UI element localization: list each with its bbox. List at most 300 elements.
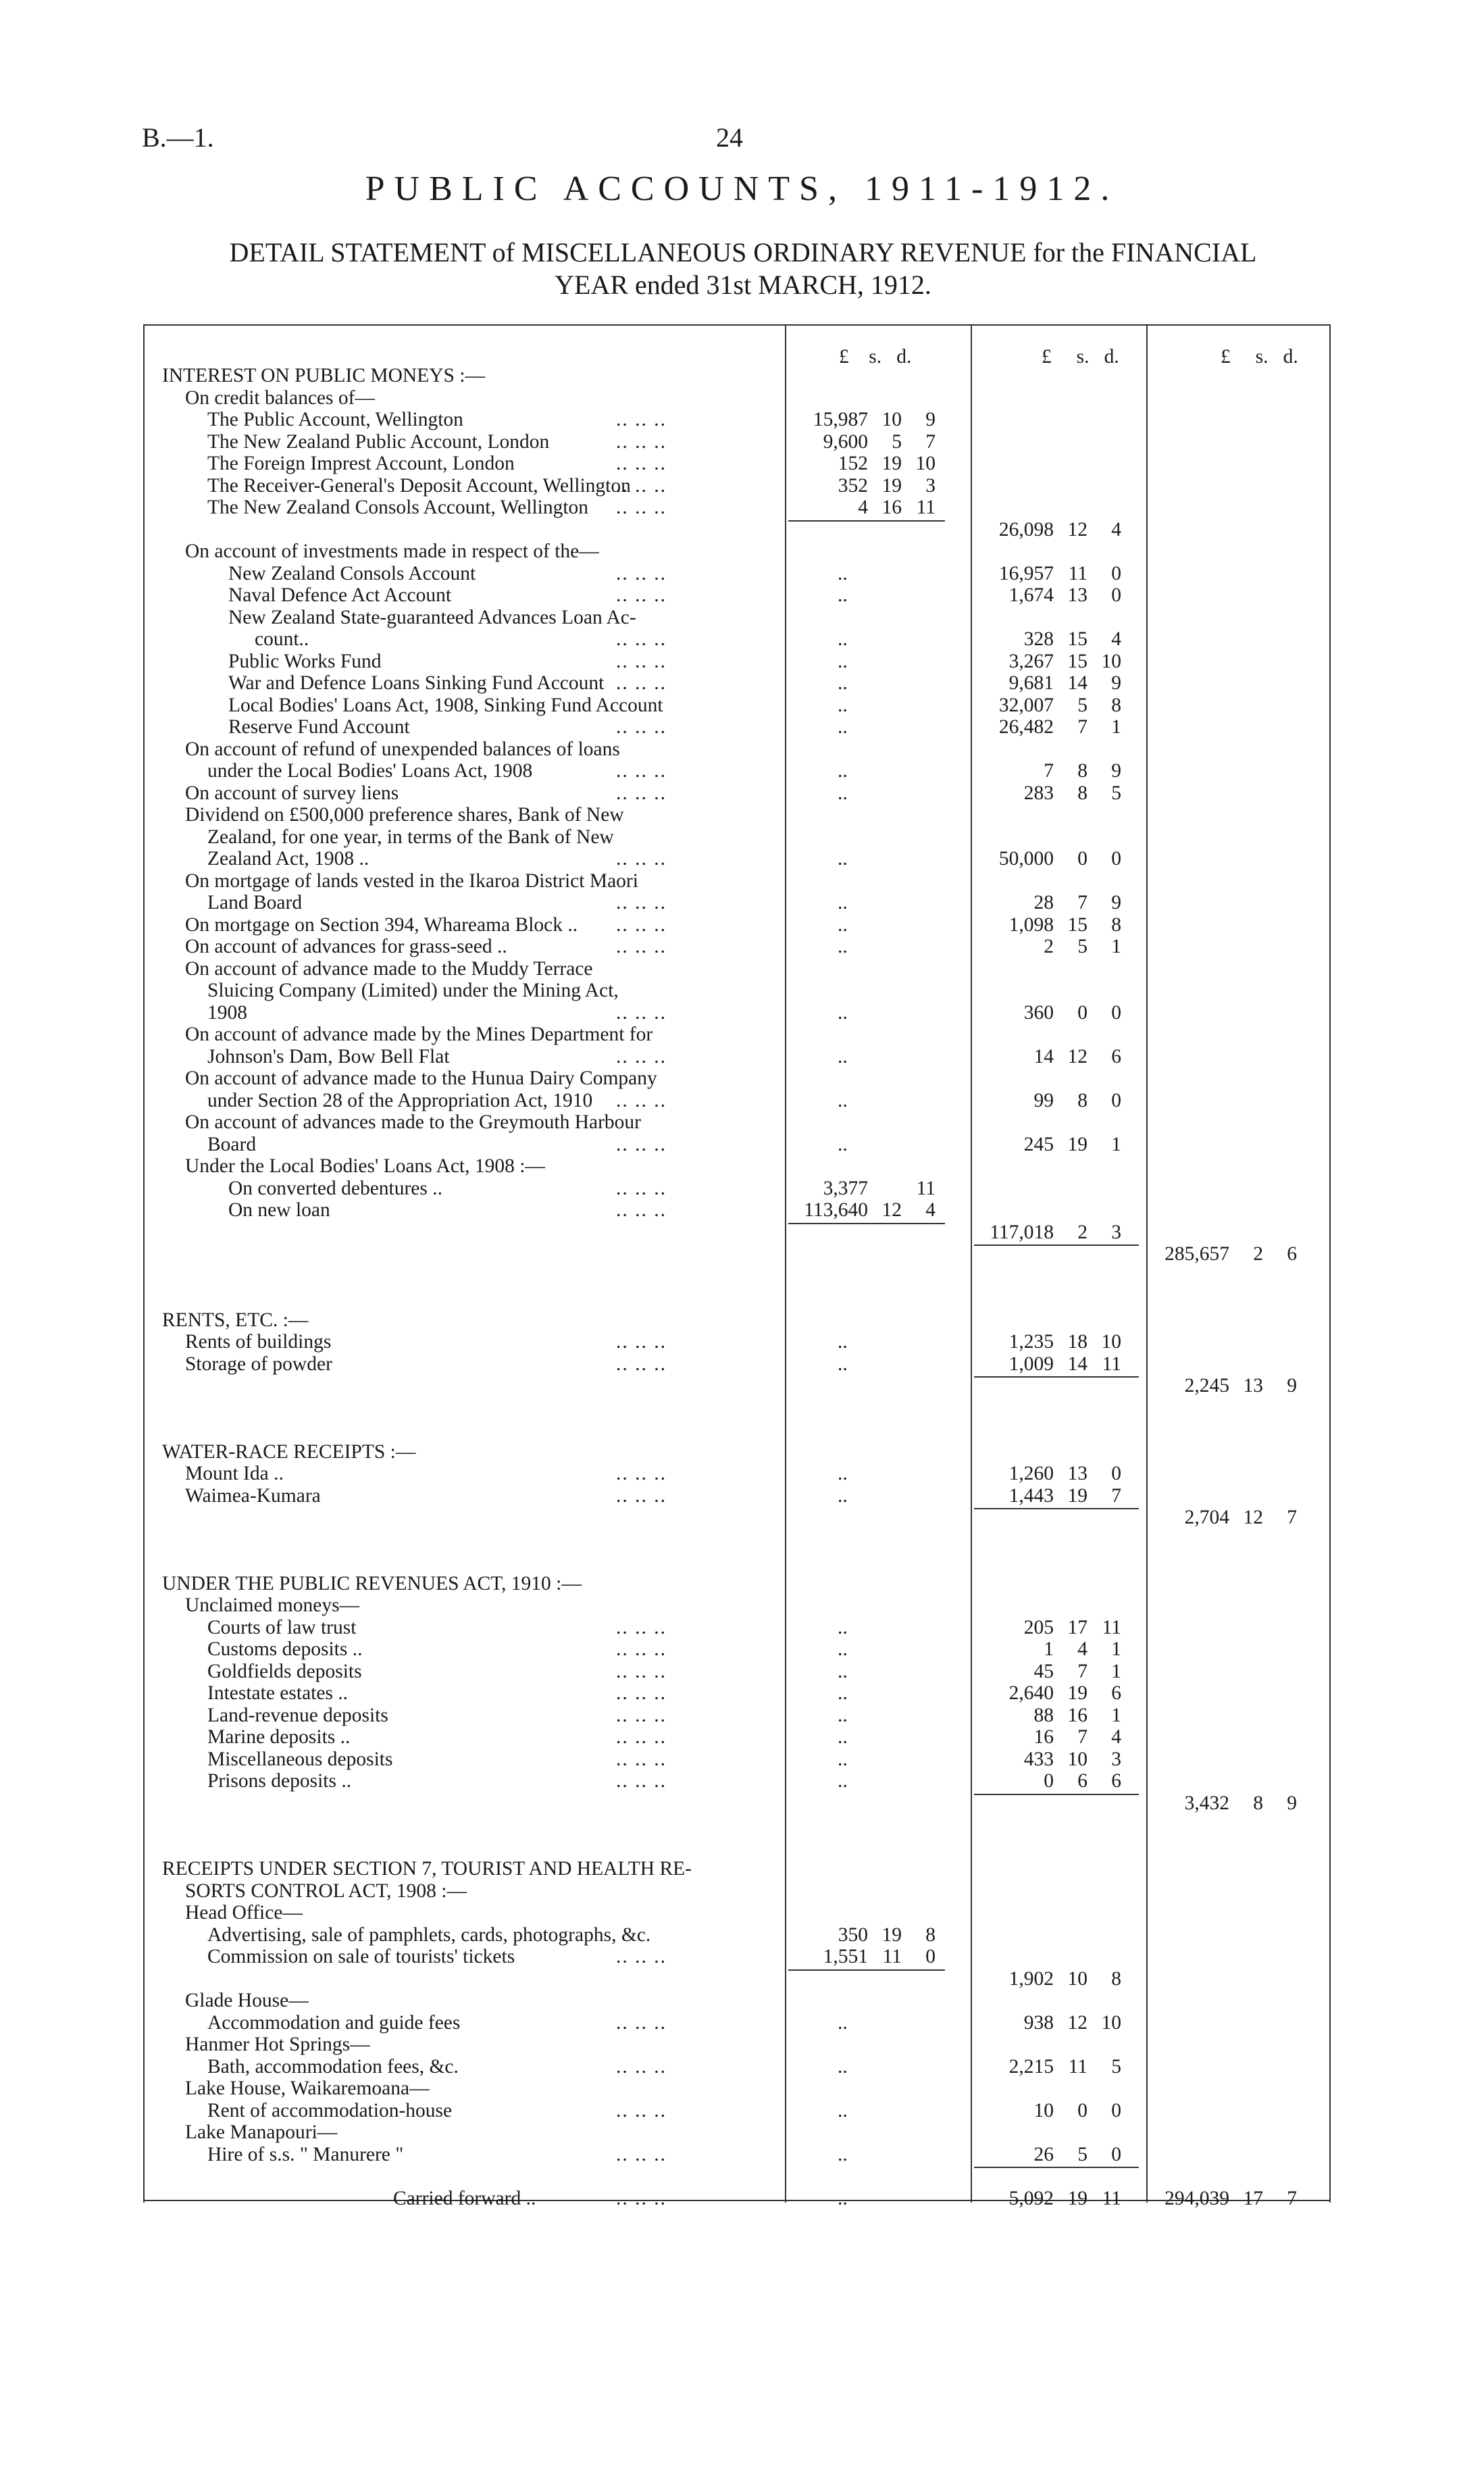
table-row: [143, 1814, 1331, 1836]
table-row: [143, 738, 1331, 760]
table-row: [143, 1419, 1331, 1440]
row-label: Board: [207, 1133, 257, 1155]
ditto-dots: ..: [838, 1726, 848, 1748]
table-row: [143, 1968, 1331, 1990]
table-row: [143, 1243, 1331, 1265]
table-row: [143, 804, 1331, 826]
row-label: Intestate estates ..: [207, 1682, 349, 1704]
table-row: [143, 1661, 1331, 1682]
amount-col2: [974, 1638, 1136, 1660]
amount-col3-shillings: 17: [1243, 2187, 1263, 2209]
amount-col2-pounds: 1,443: [1008, 1484, 1054, 1507]
amount-col3-shillings: 2: [1253, 1243, 1263, 1265]
amount-col2: [974, 651, 1136, 672]
ditto-dots: ..: [838, 2099, 848, 2121]
row-label: INTEREST ON PUBLIC MONEYS :—: [162, 365, 486, 386]
amount-col2-pounds: 1,260: [1008, 1463, 1054, 1484]
ditto-dots: ..: [838, 2143, 848, 2165]
amount-col3-pence: 9: [1287, 1375, 1297, 1396]
row-label: Zealand Act, 1908 ..: [207, 848, 369, 870]
amount-col2-pence: 0: [1111, 1089, 1121, 1111]
statement-subtitle: [135, 236, 1351, 301]
amount-col2: [974, 1661, 1136, 1682]
amount-col3-pounds: 294,039: [1165, 2187, 1229, 2209]
row-label: Local Bodies' Loans Act, 1908, Sinking Fund Account: [228, 694, 663, 716]
amount-col2: [974, 1705, 1136, 1726]
amount-col2-shillings: 4: [1077, 1638, 1088, 1660]
col1-shilling-heading: s.: [869, 346, 882, 368]
row-label: RENTS, ETC. :—: [162, 1309, 309, 1331]
amount-col2-pounds: 1,098: [1008, 913, 1054, 936]
amount-col2-pence: 0: [1111, 1001, 1121, 1024]
leader-dots: .. .. ..: [616, 1199, 667, 1221]
table-row: [143, 497, 1331, 518]
row-label: RECEIPTS UNDER SECTION 7, TOURIST AND HEALTH RE-: [162, 1858, 692, 1880]
row-label: Public Works Fund: [228, 650, 382, 672]
amount-col3: [1150, 1792, 1325, 1814]
table-row: [143, 1353, 1331, 1375]
amount-col2-shillings: 5: [1077, 694, 1088, 716]
amount-col2-shillings: 5: [1077, 936, 1088, 957]
amount-col2-pounds: 9,681: [1008, 672, 1054, 694]
leader-dots: .. .. ..: [616, 1638, 667, 1660]
table-row: [143, 1726, 1331, 1748]
ditto-dots: ..: [838, 1616, 848, 1638]
ditto-dots: ..: [838, 1660, 848, 1682]
table-row: [143, 1946, 1331, 1967]
row-label: Carried forward ..: [393, 2187, 536, 2209]
amount-col2-shillings: 19: [1067, 2187, 1088, 2209]
table-row: [143, 2034, 1331, 2055]
amount-col2: [974, 782, 1136, 804]
amount-col2-shillings: 2: [1077, 1221, 1088, 1243]
table-row: [143, 2165, 1331, 2187]
table-row: [143, 409, 1331, 430]
amount-col1-pence: 11: [916, 1177, 936, 1199]
row-label: Goldfields deposits: [207, 1660, 362, 1682]
table-row: [143, 695, 1331, 716]
amount-col2-pounds: 1: [1044, 1638, 1054, 1660]
amount-col2-pounds: 2: [1044, 936, 1054, 957]
amount-col2-shillings: 7: [1077, 1660, 1088, 1682]
ditto-dots: ..: [838, 650, 848, 672]
amount-col1-shillings: 19: [881, 453, 902, 474]
amount-col2-shillings: 18: [1067, 1331, 1088, 1353]
ditto-dots: ..: [838, 913, 848, 936]
amount-col3-pounds: 2,704: [1184, 1507, 1229, 1528]
leader-dots: .. .. ..: [616, 716, 667, 738]
table-row: [143, 914, 1331, 936]
amount-col2-pounds: 32,007: [998, 694, 1054, 716]
amount-col1-pence: 10: [915, 453, 936, 474]
table-row: [143, 1858, 1331, 1880]
row-label: Land Board: [207, 892, 303, 913]
col3-pence-heading: d.: [1283, 346, 1298, 368]
ditto-dots: ..: [838, 2055, 848, 2078]
amount-col2-shillings: 13: [1067, 1463, 1088, 1484]
amount-col2: [974, 2188, 1136, 2209]
amount-col2: [974, 848, 1136, 870]
row-label: WATER-RACE RECEIPTS :—: [162, 1440, 416, 1463]
table-row: [143, 2121, 1331, 2143]
amount-col2-pence: 0: [1111, 848, 1121, 870]
amount-col2-pounds: 205: [1023, 1616, 1054, 1638]
table-row: [143, 1090, 1331, 1111]
table-row: [143, 1463, 1331, 1484]
amount-col1-pence: 11: [916, 497, 936, 518]
table-row: [143, 475, 1331, 497]
amount-col2-shillings: 15: [1067, 650, 1088, 672]
ditto-dots: ..: [838, 1748, 848, 1770]
amount-col2-shillings: 11: [1068, 2055, 1088, 2078]
amount-col1: [788, 475, 944, 497]
amount-col2: [974, 1331, 1136, 1353]
table-row: [143, 958, 1331, 980]
amount-col2-pence: 6: [1111, 1770, 1121, 1792]
leader-dots: .. .. ..: [616, 1463, 667, 1484]
row-label: Hanmer Hot Springs—: [185, 2034, 370, 2055]
amount-col2: [974, 914, 1136, 936]
ditto-dots: ..: [838, 628, 848, 650]
row-label: 1908: [207, 1001, 247, 1024]
table-row: [143, 1792, 1331, 1814]
ditto-dots: ..: [838, 1682, 848, 1704]
row-label: On mortgage of lands vested in the Ikaroa District Maori: [185, 870, 638, 892]
table-row: [143, 1287, 1331, 1309]
table-row: [143, 453, 1331, 474]
amount-col1: [788, 431, 944, 453]
amount-col2-shillings: 0: [1077, 2099, 1088, 2121]
amount-col2-pounds: 7: [1044, 760, 1054, 782]
row-label: Courts of law trust: [207, 1616, 357, 1638]
leader-dots: .. .. ..: [616, 584, 667, 606]
amount-col1-pounds: 3,377: [823, 1177, 868, 1199]
leader-dots: .. .. ..: [616, 892, 667, 913]
table-row: [143, 1507, 1331, 1528]
leader-dots: .. .. ..: [616, 1726, 667, 1748]
amount-col2-shillings: 10: [1067, 1967, 1088, 1990]
leader-dots: .. .. ..: [616, 650, 667, 672]
amount-col1-shillings: 5: [892, 430, 902, 453]
leader-dots: .. .. ..: [616, 1660, 667, 1682]
row-label: Johnson's Dam, Bow Bell Flat: [207, 1045, 450, 1067]
table-row: [143, 1199, 1331, 1221]
amount-col2-pence: 4: [1111, 628, 1121, 650]
leader-dots: .. .. ..: [616, 1133, 667, 1155]
table-row: [143, 1309, 1331, 1331]
amount-col2-pounds: 2,640: [1008, 1682, 1054, 1704]
amount-col2: [974, 2144, 1136, 2165]
amount-col2-pence: 1: [1111, 1638, 1121, 1660]
amount-col2-pounds: 26,098: [998, 518, 1054, 540]
table-row: [143, 936, 1331, 957]
amount-col2-pence: 8: [1111, 694, 1121, 716]
leader-dots: .. .. ..: [616, 1089, 667, 1111]
amount-col3-pence: 7: [1287, 1507, 1297, 1528]
leader-dots: .. .. ..: [616, 913, 667, 936]
ditto-dots: ..: [838, 1089, 848, 1111]
amount-col2: [974, 1485, 1136, 1507]
col3-shilling-heading: s.: [1255, 346, 1269, 368]
amount-col2-pounds: 1,674: [1008, 584, 1054, 606]
amount-col2: [974, 695, 1136, 716]
row-label: The New Zealand Public Account, London: [207, 430, 550, 453]
row-label: Reserve Fund Account: [228, 716, 410, 738]
ditto-dots: ..: [838, 562, 848, 584]
amount-col2-pounds: 26,482: [998, 716, 1054, 738]
table-row: [143, 1617, 1331, 1638]
table-row: [143, 1924, 1331, 1946]
row-label: On account of advances for grass-seed ..: [185, 936, 507, 957]
amount-col2-shillings: 8: [1077, 782, 1088, 804]
row-label: Marine deposits ..: [207, 1726, 351, 1748]
leader-dots: .. .. ..: [616, 474, 667, 497]
table-row: [143, 1573, 1331, 1594]
amount-col2: [974, 716, 1136, 738]
ditto-dots: ..: [838, 782, 848, 804]
amount-col2-pence: 6: [1111, 1045, 1121, 1067]
row-label: On account of advances made to the Greymouth Harbour: [185, 1111, 641, 1133]
amount-col2-pence: 0: [1111, 2099, 1121, 2121]
table-row: [143, 892, 1331, 913]
amount-col2: [974, 584, 1136, 606]
table-row: [143, 1111, 1331, 1133]
ditto-dots: ..: [838, 760, 848, 782]
page-title: PUBLIC ACCOUNTS, 1911-1912.: [365, 170, 1119, 208]
table-row: [143, 1836, 1331, 1858]
col2-pence-heading: d.: [1104, 346, 1119, 368]
row-label: Advertising, sale of pamphlets, cards, photographs, &c.: [207, 1923, 651, 1946]
table-row: [143, 1485, 1331, 1507]
table-row: [143, 1529, 1331, 1551]
amount-col2-shillings: 16: [1067, 1704, 1088, 1726]
amount-col2-pounds: 328: [1023, 628, 1054, 650]
amount-col3-pounds: 2,245: [1184, 1375, 1229, 1396]
row-label: Lake Manapouri—: [185, 2121, 338, 2143]
table-row: [143, 540, 1331, 562]
amount-col2-pounds: 433: [1023, 1748, 1054, 1770]
row-label: Head Office—: [185, 1902, 303, 1923]
amount-col2-pence: 0: [1111, 1463, 1121, 1484]
table-row: [143, 2056, 1331, 2078]
amount-col2: [974, 1463, 1136, 1484]
table-row: [143, 1375, 1331, 1396]
amount-col3-shillings: 13: [1243, 1375, 1263, 1396]
table-row: [143, 2188, 1331, 2209]
amount-col3: [1150, 2188, 1325, 2209]
amount-col3: [1150, 1375, 1325, 1396]
ditto-dots: ..: [838, 1045, 848, 1067]
amount-col2-pounds: 3,267: [1008, 650, 1054, 672]
ditto-dots: ..: [838, 892, 848, 913]
leader-dots: .. .. ..: [616, 1770, 667, 1792]
leader-dots: .. .. ..: [616, 409, 667, 430]
leader-dots: .. .. ..: [616, 936, 667, 957]
amount-col2-pounds: 245: [1023, 1133, 1054, 1155]
amount-col2: [974, 1353, 1136, 1375]
amount-col1-pence: 4: [925, 1199, 936, 1221]
amount-col2-pence: 8: [1111, 913, 1121, 936]
table-row: [143, 1046, 1331, 1067]
table-row: [143, 1331, 1331, 1353]
amount-col2: [974, 2100, 1136, 2121]
row-label: Rents of buildings: [185, 1331, 332, 1353]
row-label: Accommodation and guide fees: [207, 2011, 461, 2034]
amount-col2-pounds: 99: [1033, 1089, 1054, 1111]
leader-dots: .. .. ..: [616, 430, 667, 453]
col1-pence-heading: d.: [896, 346, 912, 368]
amount-col2-pence: 1: [1111, 716, 1121, 738]
leader-dots: .. .. ..: [616, 672, 667, 694]
amount-col2-pence: 9: [1111, 672, 1121, 694]
row-label: Lake House, Waikaremoana—: [185, 2078, 430, 2099]
table-row: [143, 1222, 1331, 1243]
row-label: Land-revenue deposits: [207, 1704, 388, 1726]
table-row: [143, 519, 1331, 540]
document-reference: B.—1.: [142, 122, 214, 153]
row-label: On account of advance made to the Muddy Terrace: [185, 957, 593, 980]
amount-col2-pounds: 45: [1033, 1660, 1054, 1682]
amount-col2-pence: 1: [1111, 1704, 1121, 1726]
ditto-dots: ..: [838, 1353, 848, 1375]
table-row: [143, 848, 1331, 870]
table-row: [143, 1265, 1331, 1287]
table-row: [143, 1638, 1331, 1660]
leader-dots: .. .. ..: [616, 1946, 667, 1967]
ditto-dots: ..: [838, 1331, 848, 1353]
amount-col2-pounds: 16: [1033, 1726, 1054, 1748]
amount-col1-shillings: 16: [881, 497, 902, 518]
leader-dots: .. .. ..: [616, 2143, 667, 2165]
amount-col2-shillings: 19: [1067, 1484, 1088, 1507]
leader-dots: .. .. ..: [616, 848, 667, 870]
amount-col2-pence: 5: [1111, 782, 1121, 804]
amount-col1-pence: 8: [925, 1923, 936, 1946]
amount-col2: [974, 672, 1136, 694]
amount-col2-pounds: 360: [1023, 1001, 1054, 1024]
row-label: Commission on sale of tourists' tickets: [207, 1946, 515, 1967]
amount-col2-shillings: 13: [1067, 584, 1088, 606]
amount-col1-pence: 9: [925, 409, 936, 430]
amount-col3-pounds: 3,432: [1184, 1792, 1229, 1814]
amount-col2-pence: 10: [1101, 2011, 1121, 2034]
amount-col2-pence: 1: [1111, 936, 1121, 957]
table-row: [143, 870, 1331, 892]
amount-col2-shillings: 12: [1067, 1045, 1088, 1067]
amount-col2-shillings: 0: [1077, 1001, 1088, 1024]
amount-col2-pence: 4: [1111, 1726, 1121, 1748]
amount-col2-shillings: 15: [1067, 913, 1088, 936]
row-label: under Section 28 of the Appropriation Act, 1910: [207, 1089, 593, 1111]
ditto-dots: ..: [838, 716, 848, 738]
row-label: War and Defence Loans Sinking Fund Account: [228, 672, 605, 694]
amount-col2: [974, 760, 1136, 782]
amount-col1-pounds: 152: [838, 453, 868, 474]
row-label: Bath, accommodation fees, &c.: [207, 2055, 459, 2078]
amount-col2-shillings: 8: [1077, 1089, 1088, 1111]
amount-col2-pence: 3: [1111, 1221, 1121, 1243]
amount-col2: [974, 1726, 1136, 1748]
amount-col2-pence: 0: [1111, 584, 1121, 606]
table-row: [143, 1178, 1331, 1199]
ditto-dots: ..: [838, 1001, 848, 1024]
ditto-dots: ..: [838, 1638, 848, 1660]
amount-col2-shillings: 7: [1077, 716, 1088, 738]
amount-col2-pounds: 5,092: [1008, 2187, 1054, 2209]
table-row: [143, 782, 1331, 804]
amount-col2: [974, 1682, 1136, 1704]
amount-col2-pounds: 938: [1023, 2011, 1054, 2034]
amount-col2: [974, 2012, 1136, 2034]
table-top-rule: [143, 324, 1331, 326]
ditto-dots: ..: [838, 1770, 848, 1792]
amount-col2-pence: 11: [1102, 2187, 1121, 2209]
amount-col1: [788, 1178, 944, 1199]
row-label: The New Zealand Consols Account, Wellington: [207, 497, 589, 518]
amount-col1-pounds: 4: [858, 497, 868, 518]
row-label: Under the Local Bodies' Loans Act, 1908 :—: [185, 1155, 545, 1177]
amount-col2-shillings: 12: [1067, 518, 1088, 540]
amount-col1: [788, 453, 944, 474]
amount-col1-pounds: 352: [838, 474, 868, 497]
leader-dots: .. .. ..: [616, 1616, 667, 1638]
table-row: [143, 1594, 1331, 1616]
col3-pound-heading: £: [1221, 346, 1231, 368]
ditto-dots: ..: [838, 848, 848, 870]
amount-col2: [974, 1968, 1136, 1990]
amount-col1-shillings: 12: [881, 1199, 902, 1221]
table-row: [143, 1067, 1331, 1089]
ditto-dots: ..: [838, 694, 848, 716]
amount-col2-pence: 0: [1111, 2143, 1121, 2165]
amount-col2: [974, 936, 1136, 957]
amount-col2-pence: 3: [1111, 1748, 1121, 1770]
amount-col2-pence: 5: [1111, 2055, 1121, 2078]
table-row: [143, 651, 1331, 672]
leader-dots: .. .. ..: [616, 453, 667, 474]
amount-col2: [974, 1222, 1136, 1243]
amount-col1-pence: 3: [925, 474, 936, 497]
amount-col1: [788, 1199, 944, 1221]
amount-col2-shillings: 5: [1077, 2143, 1088, 2165]
amount-col2-pence: 11: [1102, 1353, 1121, 1375]
amount-col3-shillings: 8: [1253, 1792, 1263, 1814]
leader-dots: .. .. ..: [616, 2187, 667, 2209]
row-label: New Zealand State-guaranteed Advances Loan Ac-: [228, 606, 636, 628]
table-row: [143, 1705, 1331, 1726]
amount-col1-pounds: 15,987: [813, 409, 868, 430]
table-row: [143, 1990, 1331, 2011]
amount-col2-pounds: 14: [1033, 1045, 1054, 1067]
amount-col2-pence: 9: [1111, 892, 1121, 913]
amount-col2-pence: 6: [1111, 1682, 1121, 1704]
table-row: [143, 607, 1331, 628]
amount-col2: [974, 563, 1136, 584]
row-label: The Foreign Imprest Account, London: [207, 453, 515, 474]
amount-col2-shillings: 10: [1067, 1748, 1088, 1770]
amount-col3-pence: 6: [1287, 1243, 1297, 1265]
subtitle-line-1: DETAIL STATEMENT of MISCELLANEOUS ORDINARY REVENUE for the FINANCIAL: [229, 237, 1257, 268]
amount-col3-pounds: 285,657: [1165, 1243, 1229, 1265]
row-label: Hire of s.s. " Manurere ": [207, 2143, 404, 2165]
amount-col2-pounds: 1,235: [1008, 1331, 1054, 1353]
amount-col2-pence: 1: [1111, 1660, 1121, 1682]
row-label: Unclaimed moneys—: [185, 1594, 360, 1616]
ditto-dots: ..: [838, 1484, 848, 1507]
ditto-dots: ..: [838, 584, 848, 606]
leader-dots: .. .. ..: [616, 782, 667, 804]
col2-pound-heading: £: [1042, 346, 1052, 368]
